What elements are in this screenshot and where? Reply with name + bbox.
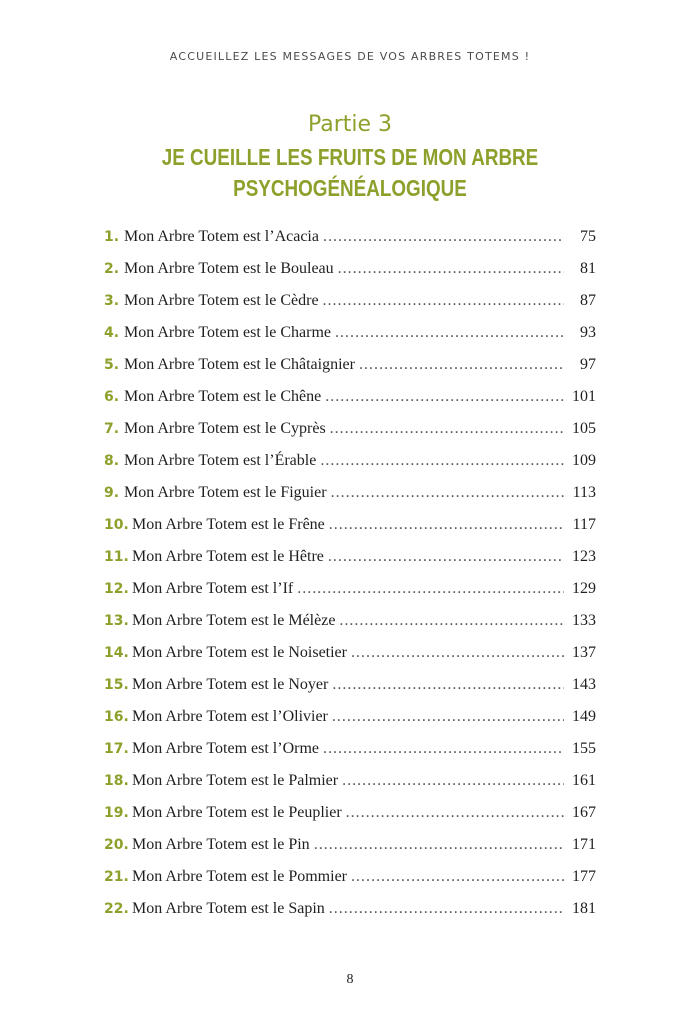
toc-entry-page: 143 (572, 676, 596, 693)
toc-entry[interactable] (104, 479, 596, 511)
part-title-line-1: JE CUEILLE LES FRUITS DE MON ARBRE (161, 144, 539, 170)
toc-entry-page: 133 (572, 612, 596, 629)
dot-leader (342, 767, 564, 794)
toc-entry-title: Mon Arbre Totem est le Figuier (124, 484, 327, 501)
toc-entry-number: 1. (104, 229, 120, 245)
dot-leader (329, 895, 564, 922)
toc-entry[interactable] (104, 767, 596, 799)
toc-entry[interactable] (104, 703, 596, 735)
part-title (63, 142, 637, 204)
toc-entry[interactable] (104, 351, 596, 383)
toc-entry-title: Mon Arbre Totem est l’Orme (132, 740, 319, 757)
toc-entry-title: Mon Arbre Totem est l’Acacia (124, 228, 319, 245)
dot-leader (338, 255, 564, 282)
toc-entry-title: Mon Arbre Totem est l’Érable (124, 452, 317, 469)
toc-entry-title: Mon Arbre Totem est le Chêne (124, 388, 322, 405)
toc-entry-number: 16. (104, 709, 129, 725)
toc-entry-title: Mon Arbre Totem est l’Olivier (132, 708, 328, 725)
running-header: ACCUEILLEZ LES MESSAGES DE VOS ARBRES TOTEMS ! (169, 50, 531, 63)
toc-entry-title: Mon Arbre Totem est l’If (132, 580, 294, 597)
toc-entry[interactable] (104, 543, 596, 575)
dot-leader (351, 863, 564, 890)
toc-entry-page: 75 (580, 228, 596, 245)
toc-entry[interactable] (104, 671, 596, 703)
toc-entry-page: 181 (572, 900, 596, 917)
part-title-line-2: PSYCHOGÉNÉALOGIQUE (233, 175, 467, 201)
toc-entry-page: 129 (572, 580, 596, 597)
toc-entry[interactable] (104, 447, 596, 479)
toc-entry-number: 17. (104, 741, 129, 757)
toc-entry-title: Mon Arbre Totem est le Cyprès (124, 420, 326, 437)
toc-entry[interactable] (104, 383, 596, 415)
toc-entry-title: Mon Arbre Totem est le Pommier (132, 868, 347, 885)
toc-entry-page: 81 (580, 260, 596, 277)
toc-entry-title: Mon Arbre Totem est le Bouleau (124, 260, 334, 277)
toc-entry-number: 2. (104, 261, 120, 277)
toc-entry-number: 12. (104, 581, 129, 597)
toc-entry-title: Mon Arbre Totem est le Hêtre (132, 548, 324, 565)
toc-entry[interactable] (104, 255, 596, 287)
toc-entry-number: 21. (104, 869, 129, 885)
toc-entry-page: 171 (572, 836, 596, 853)
toc-entry-number: 3. (104, 293, 120, 309)
toc-entry[interactable] (104, 863, 596, 895)
toc-entry-page: 93 (580, 324, 596, 341)
toc-entry-number: 22. (104, 901, 129, 917)
part-label: Partie 3 (307, 112, 393, 137)
toc-entry-title: Mon Arbre Totem est le Palmier (132, 772, 339, 789)
toc-entry-number: 18. (104, 773, 129, 789)
toc-entry-title: Mon Arbre Totem est le Pin (132, 836, 310, 853)
toc-entry[interactable] (104, 799, 596, 831)
dot-leader (359, 351, 564, 378)
toc-entry-title: Mon Arbre Totem est le Mélèze (132, 612, 336, 629)
toc-entry-page: 109 (572, 452, 596, 469)
toc-entry[interactable] (104, 223, 596, 255)
toc-entry-number: 19. (104, 805, 129, 821)
toc-entry-title: Mon Arbre Totem est le Peuplier (132, 804, 342, 821)
dot-leader (346, 799, 564, 826)
toc-entry-title: Mon Arbre Totem est le Noyer (132, 676, 329, 693)
table-of-contents (104, 223, 596, 927)
dot-leader (323, 223, 564, 250)
toc-entry-page: 177 (572, 868, 596, 885)
dot-leader (335, 319, 564, 346)
toc-entry-title: Mon Arbre Totem est le Frêne (132, 516, 325, 533)
toc-entry-page: 97 (580, 356, 596, 373)
toc-entry-number: 13. (104, 613, 129, 629)
dot-leader (323, 287, 564, 314)
toc-entry-page: 167 (572, 804, 596, 821)
toc-entry[interactable] (104, 895, 596, 927)
toc-entry-page: 101 (572, 388, 596, 405)
dot-leader (332, 671, 564, 698)
dot-leader (332, 703, 564, 730)
toc-entry-number: 4. (104, 325, 120, 341)
toc-entry[interactable] (104, 831, 596, 863)
toc-entry-number: 8. (104, 453, 120, 469)
toc-entry-title: Mon Arbre Totem est le Charme (124, 324, 331, 341)
dot-leader (329, 511, 564, 538)
toc-entry-title: Mon Arbre Totem est le Châtaignier (124, 356, 355, 373)
dot-leader (314, 831, 564, 858)
toc-entry[interactable] (104, 511, 596, 543)
toc-entry[interactable] (104, 735, 596, 767)
toc-entry-number: 6. (104, 389, 120, 405)
toc-entry-page: 155 (572, 740, 596, 757)
toc-entry-title: Mon Arbre Totem est le Noisetier (132, 644, 347, 661)
toc-entry-number: 5. (104, 357, 120, 373)
dot-leader (330, 415, 564, 442)
toc-entry-page: 123 (572, 548, 596, 565)
toc-entry-page: 137 (572, 644, 596, 661)
toc-entry[interactable] (104, 639, 596, 671)
dot-leader (323, 735, 564, 762)
toc-entry-number: 20. (104, 837, 129, 853)
toc-entry[interactable] (104, 607, 596, 639)
toc-entry[interactable] (104, 287, 596, 319)
toc-entry-page: 161 (572, 772, 596, 789)
dot-leader (320, 447, 564, 474)
toc-entry[interactable] (104, 575, 596, 607)
toc-entry-number: 15. (104, 677, 129, 693)
toc-entry-page: 87 (580, 292, 596, 309)
toc-entry-title: Mon Arbre Totem est le Sapin (132, 900, 325, 917)
page-number: 8 (346, 972, 354, 987)
dot-leader (297, 575, 564, 602)
dot-leader (331, 479, 564, 506)
toc-entry[interactable] (104, 415, 596, 447)
toc-entry-number: 14. (104, 645, 129, 661)
toc-entry-page: 117 (572, 516, 596, 533)
toc-entry-page: 113 (572, 484, 596, 501)
toc-entry-number: 11. (104, 549, 129, 565)
toc-entry[interactable] (104, 319, 596, 351)
toc-entry-title: Mon Arbre Totem est le Cèdre (124, 292, 319, 309)
toc-entry-number: 10. (104, 517, 129, 533)
dot-leader (325, 383, 564, 410)
toc-entry-page: 149 (572, 708, 596, 725)
toc-entry-page: 105 (572, 420, 596, 437)
dot-leader (339, 607, 564, 634)
toc-entry-number: 7. (104, 421, 120, 437)
dot-leader (351, 639, 564, 666)
dot-leader (328, 543, 564, 570)
toc-entry-number: 9. (104, 485, 120, 501)
